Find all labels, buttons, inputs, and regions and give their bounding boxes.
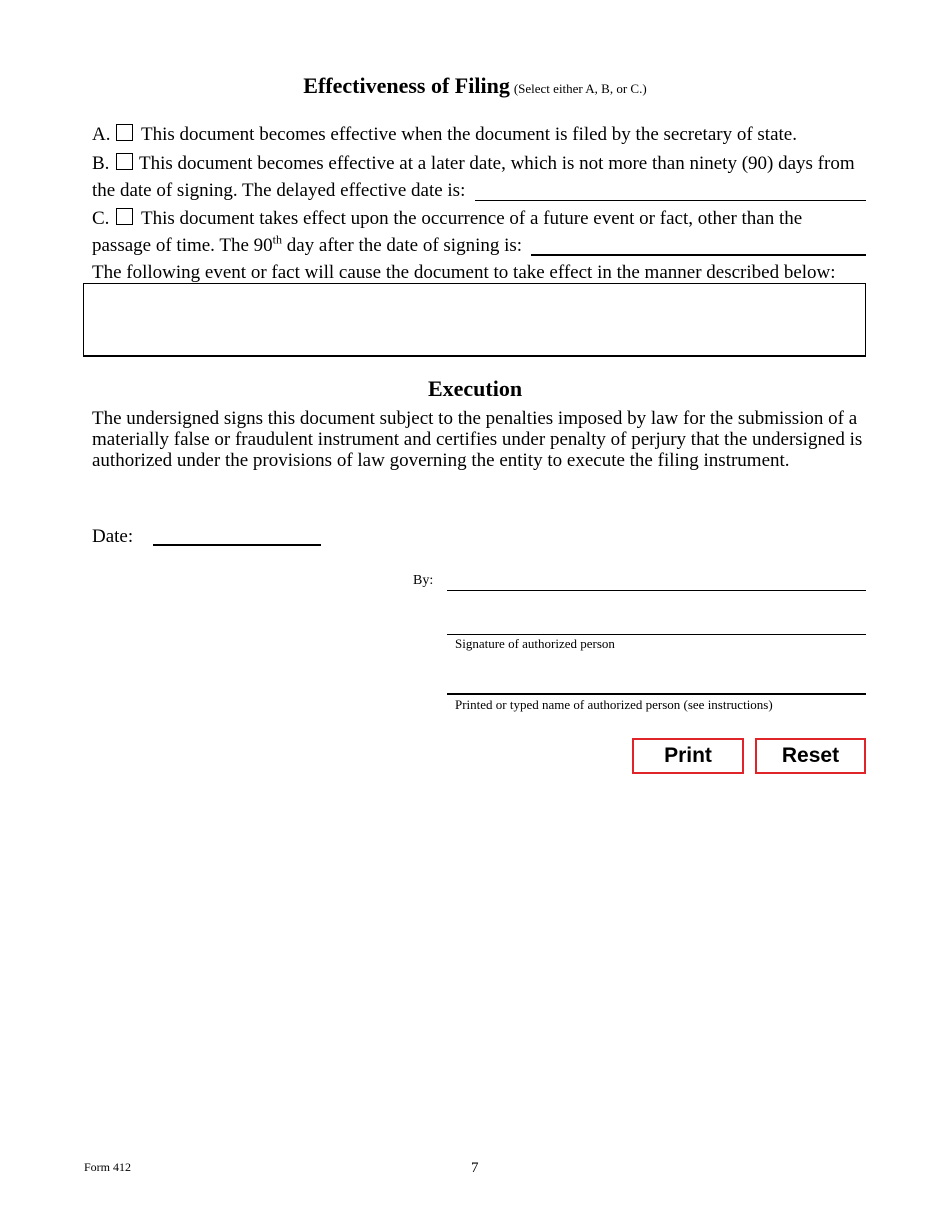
option-c-line2-pre: passage of time. The 90	[92, 235, 273, 256]
option-c-checkbox[interactable]	[116, 208, 133, 225]
effectiveness-title: Effectiveness of Filing	[303, 73, 510, 98]
execution-line2: materially false or fraudulent instrument and certifies under penalty of perjury that the undersigned is	[92, 429, 863, 450]
option-c-line1: This document takes effect upon the occurrence of a future event or fact, other than the	[141, 208, 803, 229]
signature-caption: Signature of authorized person	[455, 636, 615, 651]
print-button[interactable]: Print	[632, 738, 744, 774]
option-b-line2: the date of signing. The delayed effective date is:	[92, 180, 466, 201]
ninetieth-day-field[interactable]	[531, 254, 866, 256]
by-field[interactable]	[447, 590, 866, 591]
execution-line3: authorized under the provisions of law governing the entity to execute the filing instrument.	[92, 450, 790, 471]
date-field[interactable]	[153, 544, 321, 546]
effectiveness-subtitle: (Select either A, B, or C.)	[513, 81, 647, 96]
option-c-superscript: th	[272, 232, 282, 247]
page-number: 7	[471, 1160, 479, 1176]
option-c-line2	[92, 232, 523, 256]
option-c-letter: C.	[92, 208, 110, 229]
option-b-letter: B.	[92, 153, 110, 174]
signature-field[interactable]	[447, 634, 866, 635]
form-label: Form 412	[84, 1160, 132, 1174]
option-a-checkbox[interactable]	[116, 124, 133, 141]
option-c-line2-post: day after the date of signing is:	[281, 235, 523, 256]
option-b-checkbox[interactable]	[116, 153, 133, 170]
delayed-date-field[interactable]	[475, 200, 866, 201]
effectiveness-heading	[0, 73, 950, 99]
reset-button[interactable]: Reset	[755, 738, 866, 774]
printed-name-field[interactable]	[447, 693, 866, 695]
date-label: Date:	[92, 526, 134, 547]
event-label: The following event or fact will cause the document to take effect in the manner described below:	[92, 262, 836, 283]
execution-line1: The undersigned signs this document subject to the penalties imposed by law for the submission of a	[92, 408, 858, 429]
option-a-letter: A.	[92, 124, 111, 145]
option-b-line1: This document becomes effective at a later date, which is not more than ninety (90) days from	[139, 153, 855, 174]
printed-name-caption: Printed or typed name of authorized person (see instructions)	[455, 697, 773, 712]
event-description-box[interactable]	[83, 283, 866, 357]
option-a-text: This document becomes effective when the document is filed by the secretary of state.	[141, 124, 797, 145]
by-label: By:	[413, 573, 434, 588]
execution-title: Execution	[427, 376, 523, 401]
